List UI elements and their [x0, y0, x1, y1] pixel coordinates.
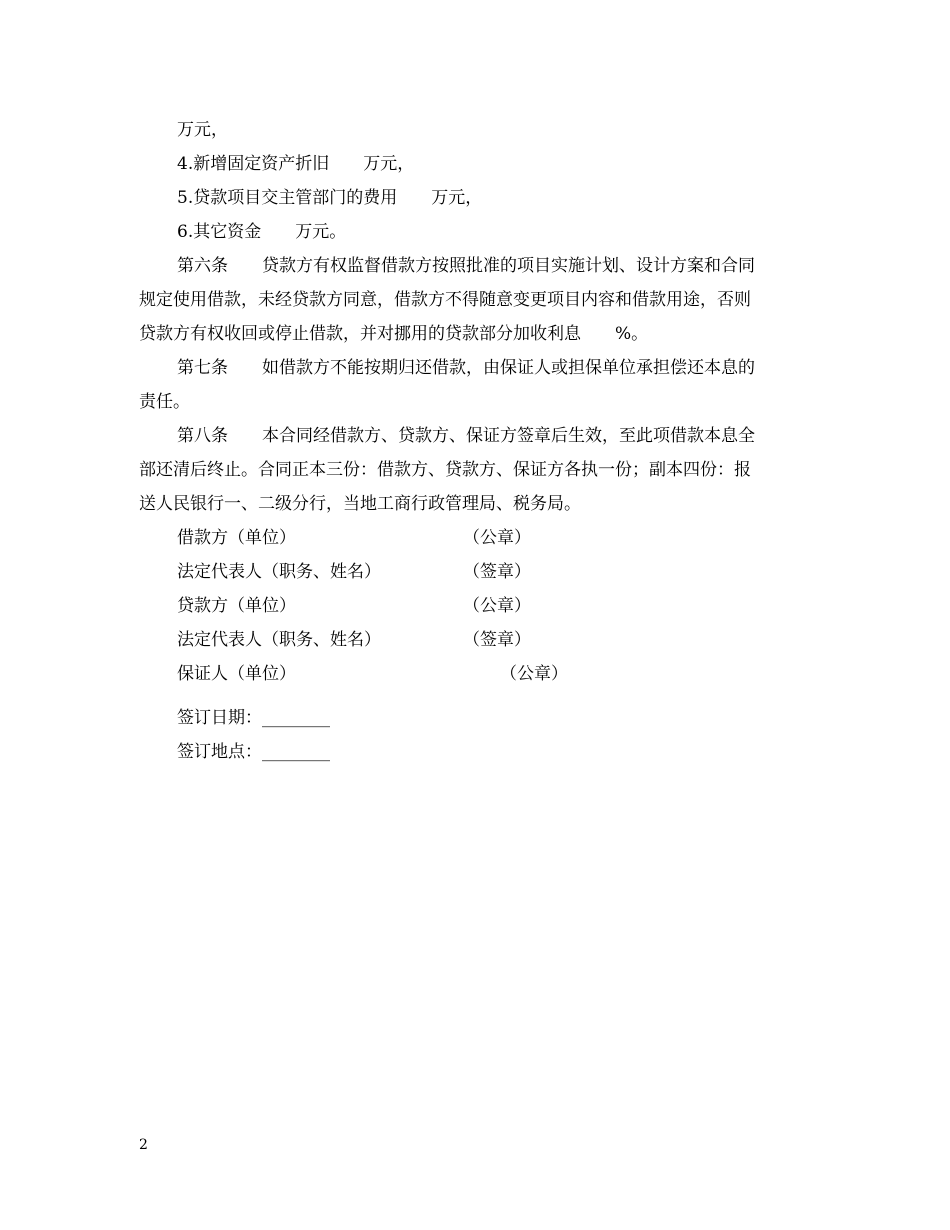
article-8-line-1: 第八条 本合同经借款方、贷款方、保证方签章后生效，至此项借款本息全: [177, 426, 755, 446]
article-6-line-2: 规定使用借款，未经贷款方同意，借款方不得随意变更项目内容和借款用途，否则: [139, 290, 751, 310]
borrower-rep-seal: （签章）: [463, 562, 531, 582]
article-8-line-2: 部还清后终止。合同正本三份：借款方、贷款方、保证方各执一份；副本四份：报: [139, 460, 751, 480]
guarantor-label: 保证人（单位）: [177, 664, 296, 684]
sign-date: 签订日期：________: [177, 708, 330, 728]
article-6-line-3: 贷款方有权收回或停止借款，并对挪用的贷款部分加收利息 %。: [139, 324, 649, 344]
lender-label: 贷款方（单位）: [177, 596, 296, 616]
line-item-5: 5.贷款项目交主管部门的费用 万元，: [177, 188, 483, 208]
article-7-line-2: 责任。: [139, 392, 190, 412]
line-item-4: 4.新增固定资产折旧 万元，: [177, 154, 415, 174]
article-7-line-1: 第七条 如借款方不能按期归还借款，由保证人或担保单位承担偿还本息的: [177, 358, 755, 378]
line-wanyuan: 万元，: [177, 120, 228, 140]
borrower-seal: （公章）: [463, 528, 531, 548]
guarantor-seal: （公章）: [500, 664, 568, 684]
line-item-6: 6.其它资金 万元。: [177, 222, 347, 242]
page-number: 2: [139, 1137, 148, 1153]
sign-place: 签订地点：________: [177, 742, 330, 762]
lender-seal: （公章）: [463, 596, 531, 616]
lender-rep-seal: （签章）: [463, 630, 531, 650]
lender-rep-label: 法定代表人（职务、姓名）: [177, 630, 381, 650]
borrower-label: 借款方（单位）: [177, 528, 296, 548]
article-8-line-3: 送人民银行一、二级分行，当地工商行政管理局、税务局。: [139, 494, 581, 514]
article-6-line-1: 第六条 贷款方有权监督借款方按照批准的项目实施计划、设计方案和合同: [177, 256, 755, 276]
borrower-rep-label: 法定代表人（职务、姓名）: [177, 562, 381, 582]
